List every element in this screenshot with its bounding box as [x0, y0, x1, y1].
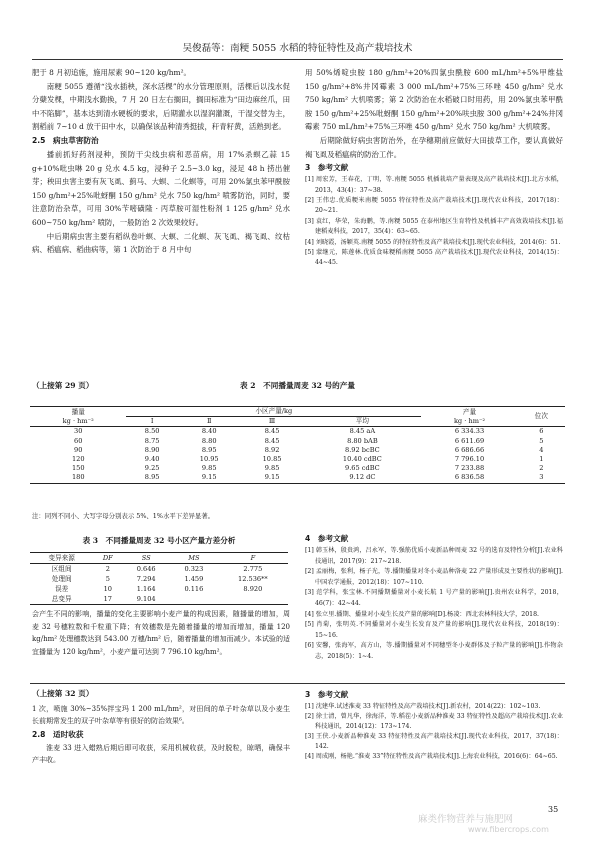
bottom-left-column-1: [32, 703, 290, 767]
table-cell: 8.92 bcBC: [345, 445, 380, 454]
reference-list: [305, 546, 563, 663]
mid-right-column: [305, 532, 563, 663]
table-cell: 区组间: [51, 565, 72, 573]
anova-table: [30, 552, 288, 605]
table-cell: 6 611.69: [454, 436, 485, 445]
reference-item: [5] 肖菊，张明英.不同播量对小麦生长发育及产量的影响[J].现代农业科技，2018(19)：15~16.: [305, 621, 563, 639]
table-row: [30, 437, 565, 446]
section-heading: 3 参考文献: [305, 690, 349, 699]
table-cell: 30: [74, 427, 83, 436]
table-cell: 8.45 aA: [349, 427, 376, 436]
reference-item: [5] 蒙继元，陈莲林.优质食味粳稻南粳 5055 高产栽培技术[J].现代农业科技，2014(15)：44~45.: [305, 249, 563, 267]
column-header: 平均: [303, 417, 421, 427]
yield-table: [30, 406, 565, 484]
table-cell: 4: [539, 445, 544, 454]
body-paragraph: 1 次，喷施 30%~35%拌宝玛 1 200 mL/hm²，对田间的单子叶杂草以及小麦生长前期常发生的双子叶杂草等有很好的防治效果⁶。: [32, 705, 290, 726]
watermark-text: 麻类作物营养与施肥网: [418, 814, 514, 825]
table-cell: 0.323: [184, 565, 204, 573]
table-row: [30, 564, 288, 575]
column-header: 产量 kg · hm⁻²: [421, 407, 517, 427]
table-row: [30, 574, 288, 584]
table-cell: 10.95: [199, 455, 219, 464]
body-paragraph: 淮麦 33 进入蜡熟后期后即可收获，采用机械收获，及时脱粒，晾晒，确保丰产丰收。: [32, 743, 290, 765]
watermark-url: www.fibercrops.com: [468, 825, 549, 834]
table-cell: 9.12 dC: [349, 473, 376, 482]
table-row: [30, 446, 565, 455]
table-row: [30, 473, 565, 483]
continued-label: （上接第 32 页）: [32, 689, 94, 698]
section-heading: 3 参考文献: [305, 163, 349, 173]
table-cell: 1.164: [136, 585, 156, 593]
reference-item: [1] 韩玉林，殷贵鸿，吕永军，等.强筋优质小麦新品种周麦 32 号的选育及特性分析[J].农业科技通讯，2017(9)：217~218.: [305, 547, 563, 565]
column-header: Ⅰ: [126, 417, 177, 427]
table-row: [30, 584, 288, 594]
table-cell: 2.775: [243, 565, 263, 573]
table-cell: 8.90: [144, 445, 160, 454]
table-cell: 5: [105, 575, 110, 583]
body-paragraph: 播前抓好药剂浸种，预防干尖线虫病和恶苗病，用 17%杀螟乙蒜 15 g+10%吡虫啉 20 g 兑水 4.5 kg，浸种子 2.5~3.0 kg，浸足 48 h 捞出催芽；秧田虫害主要有灰飞虱、蓟马、大螟、二化螟等，可用 20%氯虫苯甲酰胺 150 g/hm²+25%吡蚜酮 150 g/hm² 兑水 750 kg/hm² 喷雾防治，同时，要注意防治杂草，可用 30%苄嘧磺隆 · 丙草胺可湿性粉剂 1 125 g/hm² 兑水 600~750 kg/hm² 喷防，一般防治 2 次效果较好。: [32, 149, 290, 227]
table-cell: 7 796.10: [454, 455, 485, 464]
table-cell: [170, 594, 218, 605]
continued-label: （上接第 29 页）: [32, 381, 94, 390]
table-cell: [218, 594, 288, 605]
column-header: Ⅲ: [241, 417, 304, 427]
table-cell: 5: [539, 436, 544, 445]
top-right-column: [305, 66, 563, 269]
table-cell: 6 334.33: [454, 427, 485, 436]
bottom-right-column-1: [305, 688, 563, 762]
page-number: 35: [548, 805, 559, 814]
reference-item: [3] 王侠.小麦新品种淮麦 33 特征特性及高产栽培技术[J].现代农业科技，2017，37(18)：142.: [305, 733, 563, 750]
reference-item: [3] 范学科，张宝林.不同播期播量对小麦长航 1 号产量的影响[J].贵州农业科学，2018，46(7)：42~44.: [305, 589, 563, 607]
column-header: DF: [93, 553, 122, 564]
table-cell: 1: [539, 455, 544, 464]
table-cell: 8.40: [201, 427, 217, 436]
table-cell: 10.85: [262, 455, 282, 464]
table-cell: 总变异: [51, 595, 72, 603]
table-cell: 6: [539, 427, 544, 436]
reference-item: [4] 周成刚，杨艳.“淮麦 33”特征特性及高产栽培技术[J].上海农业科技，2016(6)：64~65.: [305, 753, 558, 760]
body-paragraph: 肥于 8 月初追施，施用尿素 90~120 kg/hm²。: [32, 68, 191, 77]
table-cell: 6 686.66: [454, 445, 485, 454]
reference-item: [4] 张立里.播期、播量对小麦生长及产量的影响[D].杨凌：西北农林科技大学，2018.: [305, 610, 539, 618]
table-cell: 120: [71, 455, 85, 464]
table-cell: 8.95: [201, 445, 217, 454]
column-header: 变异来源: [30, 553, 93, 564]
reference-item: [2] 孟丽梅，张利，杨子光，等.播期播量对冬小麦品种洛麦 22 产量形成及主要性状的影响[J].中国农学通报，2012(18)：107~110.: [305, 568, 563, 586]
table-cell: 3: [539, 473, 544, 482]
table-cell: 8.92: [264, 445, 280, 454]
table-cell: 1.459: [184, 575, 204, 583]
table-cell: 2: [105, 565, 110, 573]
table-row: [30, 427, 565, 437]
table-cell: 10.40 cdBC: [342, 455, 382, 464]
body-paragraph: 南粳 5055 遵循“浅水插秧，深水活棵”的水分管理原则，活棵后以浅水促分蘖发棵，中期浅水勤换，7 月 20 日左右搁田，搁田标准为“田边麻丝爪，田中不陷脚”，基本达到清水硬板的要求，后期灌水以湿润灌溉，干湿交替为主，割稻前 7~10 d 放干田中水，以确保该品种清秀挺拔，秆青籽黄，活熟到老。: [32, 81, 290, 132]
table-cell: 2: [539, 464, 544, 473]
table-cell: 8.50: [144, 427, 160, 436]
table-cell: 9.15: [264, 473, 280, 482]
table-cell: 0.116: [184, 585, 204, 593]
table-cell: 9.15: [201, 473, 217, 482]
top-left-column: [32, 66, 290, 257]
table-row: [30, 464, 565, 473]
table-cell: 9.85: [264, 464, 280, 473]
table-cell: 9.104: [136, 595, 156, 603]
section-heading: 4 参考文献: [305, 534, 349, 543]
table-row: [30, 594, 288, 605]
table-cell: 9.25: [144, 464, 160, 473]
column-header: 位次: [518, 407, 565, 427]
table-cell: 误差: [55, 585, 69, 593]
table-cell: 8.75: [144, 436, 160, 445]
reference-item: [3] 袁红，华荣，朱海鹏，等.南粳 5055 在泰州地区生育特性及机插丰产高效栽培技术[J].福建稻麦科技，2017，35(4)：63~65.: [305, 217, 563, 236]
table-cell: 60: [74, 436, 83, 445]
section-divider: [30, 683, 565, 684]
table-cell: 9.85: [201, 464, 217, 473]
table-cell: 8.45: [264, 436, 280, 445]
table-cell: 8.80 bAB: [347, 436, 378, 445]
table-cell: 90: [74, 445, 83, 454]
table-cell: 9.65 cdBC: [345, 464, 380, 473]
table-cell: 6 836.58: [454, 473, 485, 482]
column-header: MS: [170, 553, 218, 564]
table-cell: 150: [71, 464, 85, 473]
table-cell: 8.95: [144, 473, 160, 482]
reference-item: [2] 王伟忠.优质粳米南粳 5055 特征特性及高产栽培技术[J].现代农业科技，2017(18)：20~21.: [305, 196, 563, 215]
body-paragraph: 用 50%烯啶虫胺 180 g/hm²+20%四氯虫酰胺 600 mL/hm²+5%甲维盐 150 g/hm²+8%井冈霉素 3 000 mL/hm²+75%三环唑 450 g/hm² 兑水 750 kg/hm² 大机喷雾；第 2 次防治在水稻破口时用药，用 20%氯虫苯甲酰胺 150 g/hm²+25%吡蚜酮 150 g/hm²+20%呋虫胺 300 g/hm²+24%井冈霉素 750 mL/hm²+75%三环唑 450 g/hm² 兑水 750 kg/hm² 大机喷雾。: [305, 68, 563, 132]
body-paragraph: 后期除做好病虫害防治外，在孕穗期前应做好大田拔草工作，要认真做好褐飞虱及稻瘟病的防治工作。: [305, 135, 563, 159]
table-note: 注：同列不同小、大写字母分别表示 5%、1%水平下差异显著。: [32, 512, 215, 520]
reference-item: [4] 刘晓霞，汤颖英.南粳 5055 的特征特性及高产栽培技术[J].现代农业科技，2014(6)：51.: [305, 238, 561, 246]
table-cell: 处理间: [51, 575, 72, 583]
table-cell: 7 233.88: [454, 464, 485, 473]
table-cell: 180: [71, 473, 85, 482]
column-header: SS: [122, 553, 170, 564]
body-paragraph: 中后期病虫害主要有稻纵卷叶螟、大螟、二化螟、灰飞虱、褐飞虱、纹枯病、稻瘟病、稻曲病等，第 1 次防治于 8 月中旬: [32, 231, 290, 255]
table-cell: 7.294: [136, 575, 156, 583]
table-title: 表 3 不同播量周麦 32 号小区产量方差分析: [82, 536, 236, 545]
section-heading: 2.5 病虫草害防治: [32, 135, 99, 145]
mid-left-column: [32, 608, 290, 658]
table-cell: 17: [103, 595, 112, 603]
table-cell: 10: [103, 585, 112, 593]
section-heading: 2.8 适时收获: [32, 729, 84, 739]
table-cell: 8.920: [243, 585, 263, 593]
reference-list: [305, 175, 563, 269]
reference-list: [305, 702, 563, 762]
reference-item: [6] 安馨，张海军，高方山，等.播期播量对不同穗型冬小麦群体及子粒产量的影响[J].作物杂志，2018(5)：1~4.: [305, 642, 563, 660]
column-header: Ⅱ: [178, 417, 241, 427]
reference-item: [2] 徐士清，曾凡华，徐海洋，等.稻茬小麦新品种淮麦 33 特征特性及超高产栽培技术[J].农业科技通讯，2014(12)：173~174.: [305, 713, 563, 730]
running-title: 吴俊磊等：南粳 5055 水稻的特征特性及高产栽培技术: [182, 43, 413, 54]
reference-item: [1] 沈建华.试述淮麦 33 特征特性及高产栽培技术[J].新农村，2014(22)：102~103.: [305, 703, 541, 710]
column-header: 播量 kg · hm⁻²: [30, 407, 126, 427]
reference-item: [1] 周宏芳，王春花，丁明，等.南粳 5055 机插栽培产量表现及高产栽培技术[J].北方水稻，2013，43(4)：37~38.: [305, 176, 563, 194]
table-cell: 12.536**: [238, 575, 268, 583]
table-cell: 9.40: [144, 455, 160, 464]
table-cell: 0.646: [136, 565, 156, 573]
column-header: 小区产量/kg: [126, 407, 421, 417]
running-header: [32, 40, 563, 60]
table-title: 表 2 不同播量周麦 32 号的产量: [240, 381, 355, 390]
table-cell: 8.45: [264, 427, 280, 436]
table-row: [30, 455, 565, 464]
body-paragraph: 会产生不同的影响，播量的变化主要影响小麦产量的构成因素，随播量的增加，周麦 32 号穗粒数和千粒重下降；有效穗数是先随着播量的增加而增加，播量 120 kg/hm² 处理穗数达到 543.00 万穗/hm² 后，随着播量的增加而减少。本试验的适宜播量为 120 kg/hm²，小麦产量可达到 7 796.10 kg/hm²。: [32, 610, 290, 656]
column-header: F: [218, 553, 288, 564]
table-cell: 8.80: [201, 436, 217, 445]
